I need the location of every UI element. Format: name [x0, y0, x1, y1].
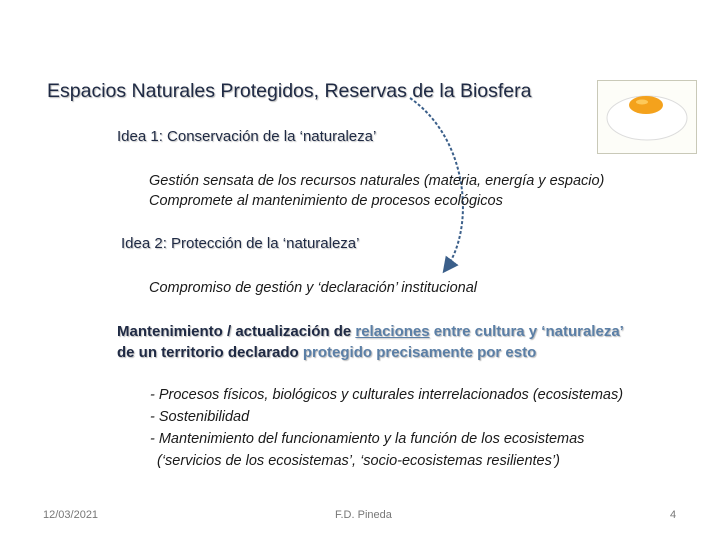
idea-1-heading: Idea 1: Conservación de la ‘naturaleza’ [117, 128, 377, 145]
footer-author: F.D. Pineda [335, 509, 392, 521]
bullet-1: - Procesos físicos, biológicos y culturales interrelacionados (ecosistemas) [150, 387, 624, 403]
mantenimiento-line-1 [117, 323, 624, 340]
mantenimiento-text-e: protegido precisamente por esto [302, 344, 537, 361]
bullet-3-continuation: (‘servicios de los ecosistemas’, ‘socio-ecosistemas resilientes’) [157, 453, 560, 469]
bullet-2: - Sostenibilidad [150, 409, 250, 425]
idea-1-line-1: Gestión sensata de los recursos naturales (materia, energía y espacio) [149, 173, 605, 189]
bullet-3: - Mantenimiento del funcionamiento y la función de los ecosistemas [150, 431, 585, 447]
mantenimiento-text-d: de un territorio declarado [117, 344, 303, 361]
mantenimiento-line-2 [117, 344, 536, 361]
page-number: 4 [670, 509, 677, 521]
mantenimiento-text-a: Mantenimiento / actualización de [117, 323, 356, 340]
relaciones-link-text: relaciones [355, 323, 430, 340]
mantenimiento-text-c: entre cultura y ‘naturaleza’ [429, 323, 624, 340]
footer-date: 12/03/2021 [43, 509, 99, 521]
idea-1-line-2: Compromete al mantenimiento de procesos ecológicos [149, 193, 503, 209]
slide-title: Espacios Naturales Protegidos, Reservas de la Biosfera [47, 80, 532, 102]
idea-2-heading: Idea 2: Protección de la ‘naturaleza’ [121, 235, 360, 252]
idea-2-line: Compromiso de gestión y ‘declaración’ institucional [149, 280, 478, 296]
